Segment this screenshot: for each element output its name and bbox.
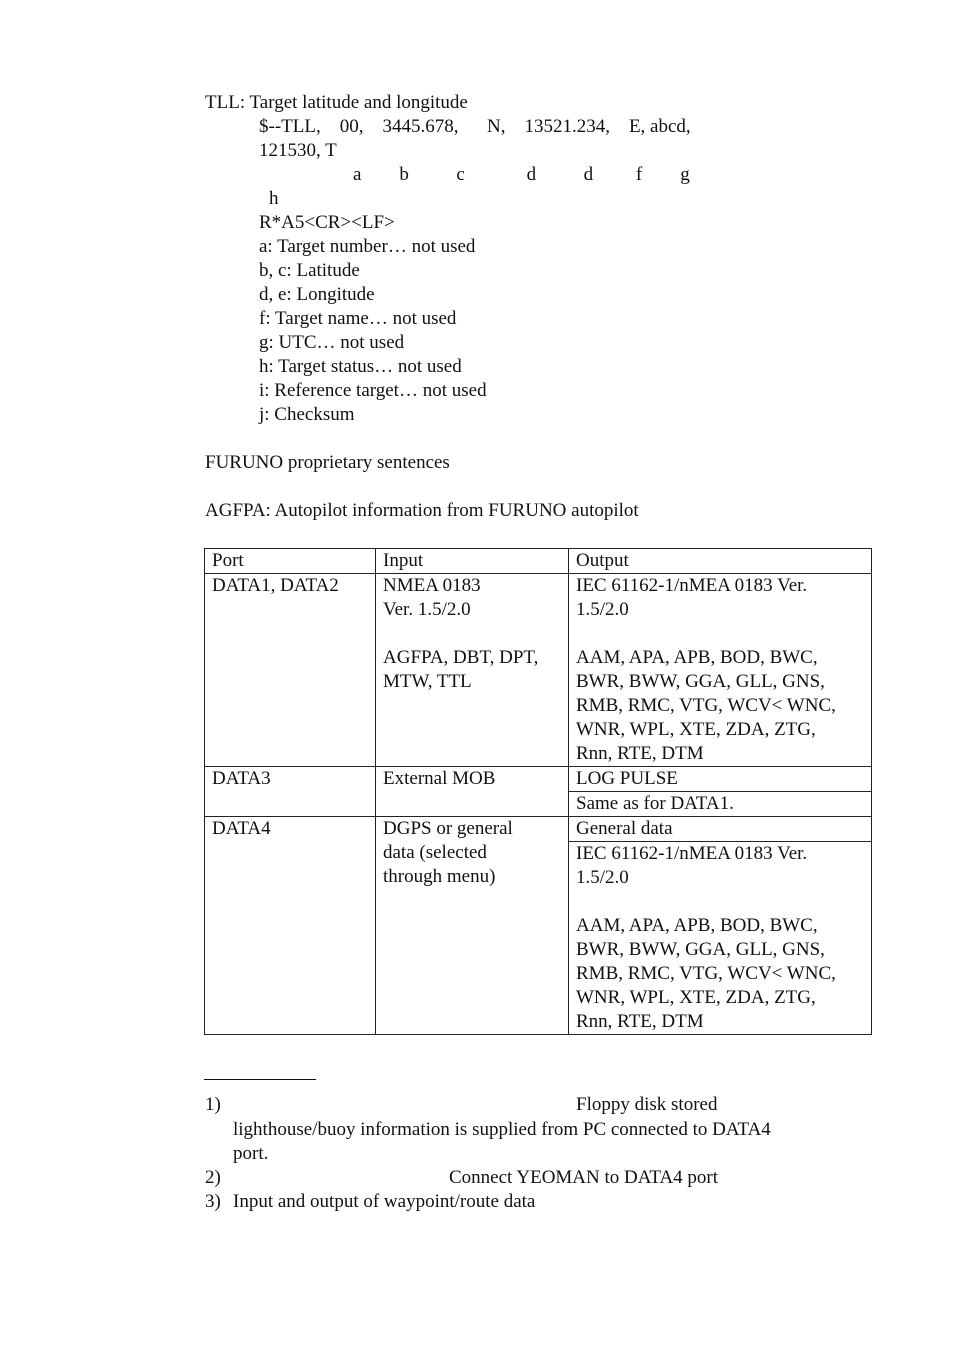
output-sentence-line: Rnn, RTE, DTM bbox=[576, 1011, 704, 1032]
port-cell: DATA4 bbox=[205, 817, 376, 1035]
input-cell bbox=[376, 574, 569, 767]
footnote-1-text: Floppy disk stored bbox=[576, 1094, 718, 1115]
footnote-1-number: 1) bbox=[205, 1094, 221, 1115]
input-line: DGPS or general bbox=[383, 818, 513, 839]
footnote-3-number: 3) bbox=[205, 1191, 221, 1212]
output-standard-line: IEC 61162-1/nMEA 0183 Ver. bbox=[576, 575, 808, 596]
input-line: data (selected bbox=[383, 842, 487, 863]
footnote-2-number: 2) bbox=[205, 1167, 221, 1188]
tll-field-item: j: Checksum bbox=[259, 404, 355, 425]
port-cell: DATA3 bbox=[205, 767, 376, 817]
output-cell: General data bbox=[569, 817, 872, 842]
output-sentence-line: RMB, RMC, VTG, WCV< WNC, bbox=[576, 695, 836, 716]
furuno-proprietary-heading: FURUNO proprietary sentences bbox=[205, 452, 450, 473]
input-line: through menu) bbox=[383, 866, 496, 887]
input-standard-line: Ver. 1.5/2.0 bbox=[383, 599, 471, 620]
output-sentence-line: AAM, APA, APB, BOD, BWC, bbox=[576, 915, 818, 936]
tll-field-item: b, c: Latitude bbox=[259, 260, 360, 281]
table-row-data3 bbox=[205, 767, 872, 792]
tll-field-letters: a b c d d f g bbox=[353, 164, 690, 185]
footnote-1-text: port. bbox=[233, 1143, 269, 1164]
footnote-1-text: lighthouse/buoy information is supplied from PC connected to DATA4 bbox=[233, 1119, 771, 1140]
table-row-data1-data2 bbox=[205, 574, 872, 767]
tll-heading: TLL: Target latitude and longitude bbox=[205, 92, 468, 113]
output-cell bbox=[569, 574, 872, 767]
port-io-table bbox=[204, 548, 872, 1035]
tll-sentence-end: R*A5<CR><LF> bbox=[259, 212, 395, 233]
output-sentence-line: Rnn, RTE, DTM bbox=[576, 743, 704, 764]
tll-field-item: i: Reference target… not used bbox=[259, 380, 487, 401]
header-port: Port bbox=[205, 549, 376, 574]
tll-field-item: a: Target number… not used bbox=[259, 236, 476, 257]
output-standard-line: 1.5/2.0 bbox=[576, 599, 629, 620]
tll-field-item: g: UTC… not used bbox=[259, 332, 405, 353]
tll-sentence-line-1: $--TLL, 00, 3445.678, N, 13521.234, E, abcd, bbox=[259, 116, 691, 137]
input-standard-line: NMEA 0183 bbox=[383, 575, 481, 596]
output-sentence-line: RMB, RMC, VTG, WCV< WNC, bbox=[576, 963, 836, 984]
table-header-row bbox=[205, 549, 872, 574]
tll-field-item: h: Target status… not used bbox=[259, 356, 462, 377]
output-sentence-line: WNR, WPL, XTE, ZDA, ZTG, bbox=[576, 719, 816, 740]
input-cell: External MOB bbox=[376, 767, 569, 817]
input-sentence-line: AGFPA, DBT, DPT, bbox=[383, 647, 539, 668]
footnote-2-text: Connect YEOMAN to DATA4 port bbox=[449, 1167, 719, 1188]
output-cell: Same as for DATA1. bbox=[569, 792, 872, 817]
output-sentence-line: BWR, BWW, GGA, GLL, GNS, bbox=[576, 671, 825, 692]
tll-field-item: f: Target name… not used bbox=[259, 308, 457, 329]
agfpa-heading: AGFPA: Autopilot information from FURUNO autopilot bbox=[205, 500, 639, 521]
output-standard-line: IEC 61162-1/nMEA 0183 Ver. bbox=[576, 843, 808, 864]
footnote-3-text: Input and output of waypoint/route data bbox=[233, 1191, 536, 1212]
output-cell bbox=[569, 842, 872, 1035]
port-cell: DATA1, DATA2 bbox=[205, 574, 376, 767]
table-row-data4 bbox=[205, 817, 872, 842]
input-sentence-line: MTW, TTL bbox=[383, 671, 472, 692]
output-sentence-line: AAM, APA, APB, BOD, BWC, bbox=[576, 647, 818, 668]
footnote-divider bbox=[204, 1079, 316, 1080]
header-input: Input bbox=[376, 549, 569, 574]
output-sentence-line: BWR, BWW, GGA, GLL, GNS, bbox=[576, 939, 825, 960]
input-cell bbox=[376, 817, 569, 1035]
tll-sentence-line-2: 121530, T bbox=[259, 140, 337, 161]
output-cell: LOG PULSE bbox=[569, 767, 872, 792]
header-output: Output bbox=[569, 549, 872, 574]
tll-field-item: d, e: Longitude bbox=[259, 284, 375, 305]
output-sentence-line: WNR, WPL, XTE, ZDA, ZTG, bbox=[576, 987, 816, 1008]
tll-field-letter-h: h bbox=[269, 188, 279, 209]
output-standard-line: 1.5/2.0 bbox=[576, 867, 629, 888]
